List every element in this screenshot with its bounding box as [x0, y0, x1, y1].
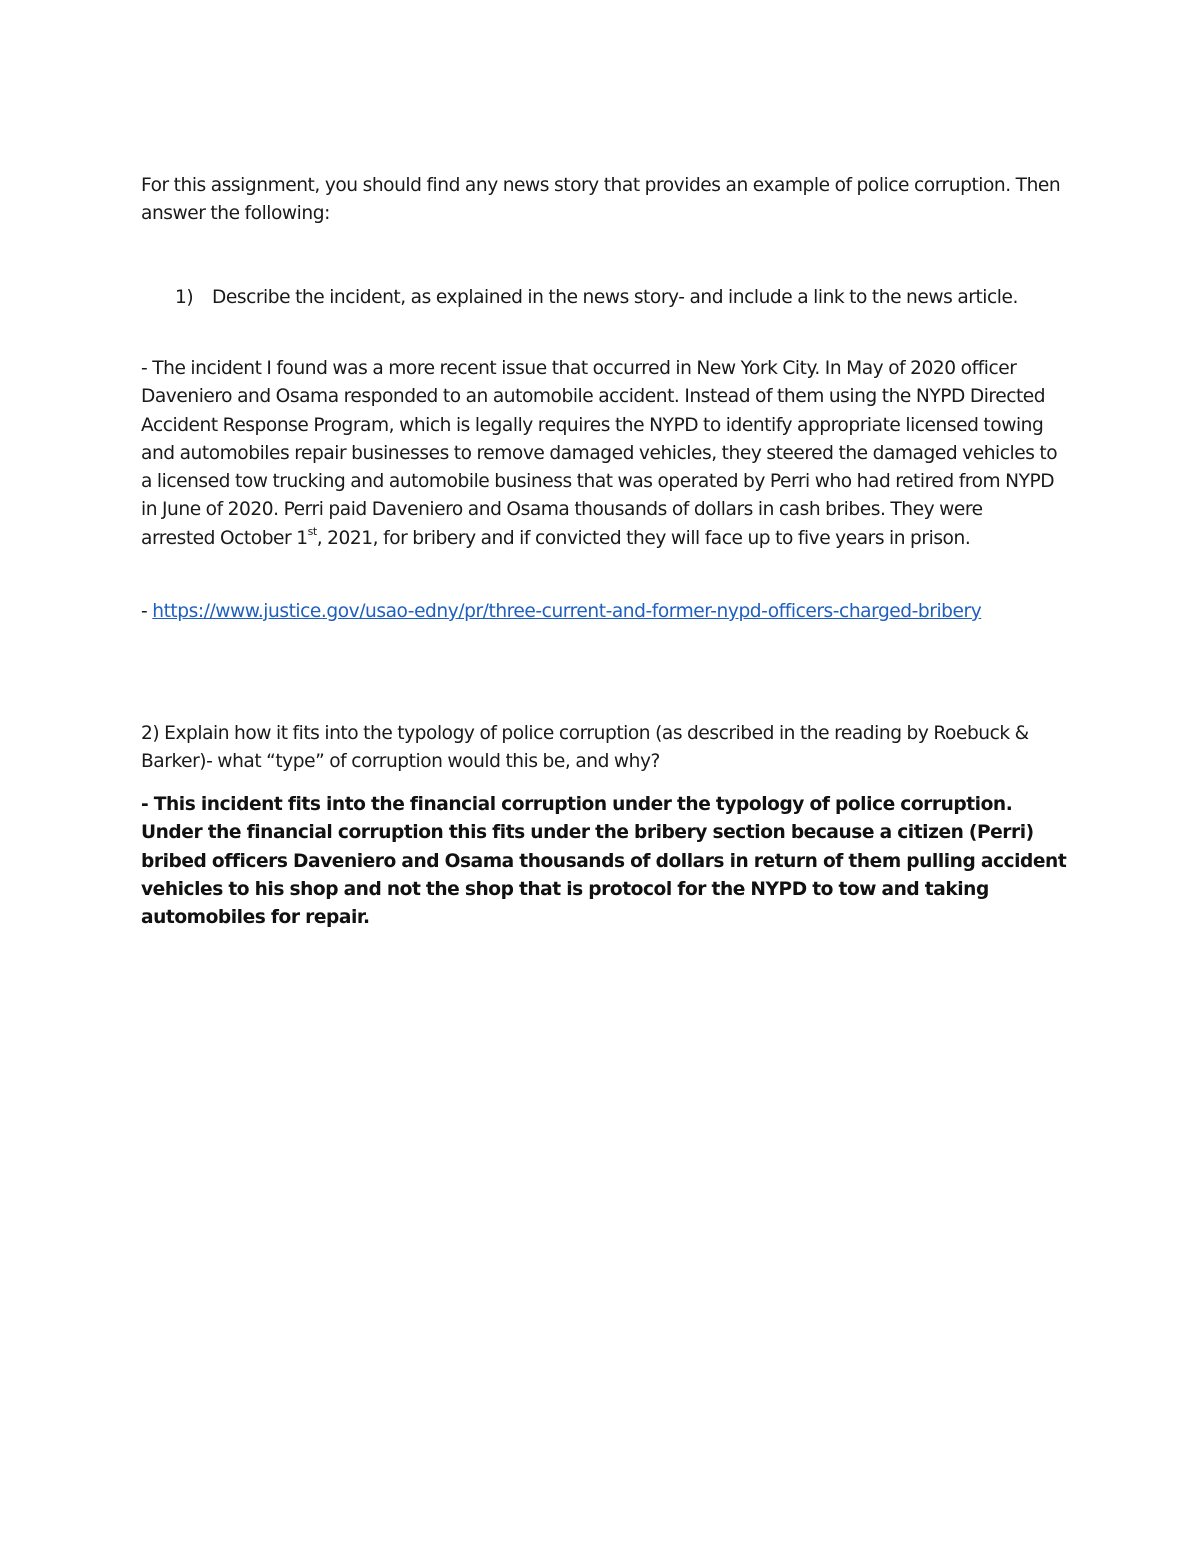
source-link-line [141, 598, 1071, 626]
answer-2: - This incident fits into the financial corruption under the typology of police corruption. Under the financial corruption this fits under the bribery section because a citizen (Perri) bribed officers Daveniero and Osama thousands of dollars in return of them pulling accident vehicles to his shop and not the shop that is protocol for the NYPD to tow and taking automobiles for repair. [141, 794, 1067, 929]
source-link-prefix: - [141, 601, 153, 622]
answer-1 [141, 355, 1061, 553]
assignment-intro: For this assignment, you should find any news story that provides an example of police corruption. Then answer the following: [141, 175, 1061, 225]
answer-1-text-part-1: - The incident I found was a more recent issue that occurred in New York City. In May of 2020 officer Daveniero and Osama responded to an automobile accident. Instead of them using the NYPD Directed Accident Response Program, which is legally requires the NYPD to identify appropriate licensed towing and automobiles repair businesses to remove damaged vehicles, they steered the damaged vehicles to a licensed tow trucking and automobile business that was operated by Perri who had retired from NYPD in June of 2020. Perri paid Daveniero and Osama thousands of dollars in cash bribes. They were arrested October 1 [141, 358, 1058, 549]
question-1-number: 1) [175, 287, 194, 308]
news-article-link[interactable]: https://www.justice.gov/usao-edny/pr/three-current-and-former-nypd-officers-charged-bribery [152, 601, 982, 622]
answer-1-text-part-2: , 2021, for bribery and if convicted they will face up to five years in prison. [316, 527, 971, 549]
question-1 [175, 284, 1055, 312]
answer-1-superscript: st [307, 524, 317, 538]
question-2: 2) Explain how it fits into the typology of police corruption (as described in the reading by Roebuck & Barker)- what “type” of corruption would this be, and why? [141, 723, 1029, 773]
question-1-text: Describe the incident, as explained in the news story- and include a link to the news article. [212, 287, 1018, 308]
